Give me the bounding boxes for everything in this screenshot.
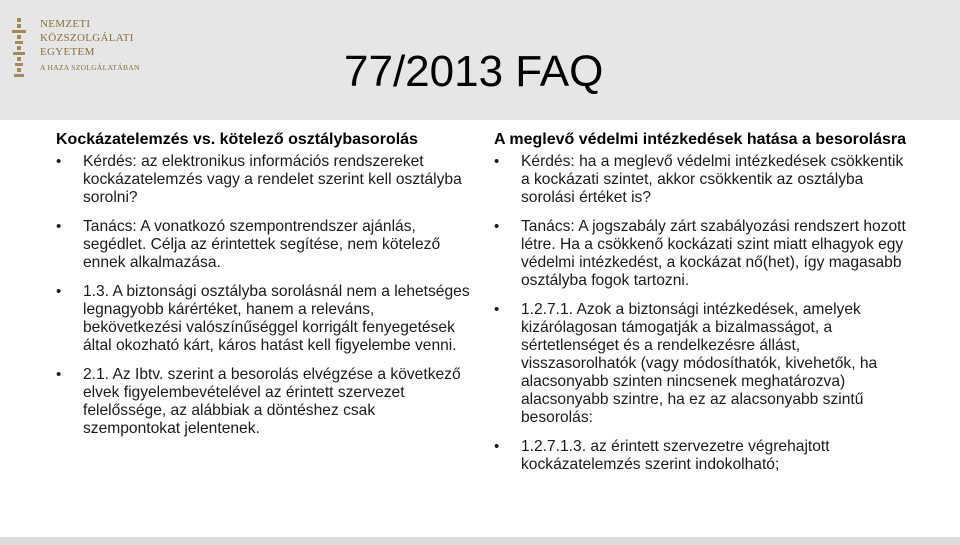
university-logo <box>8 12 158 82</box>
left-column <box>56 130 476 449</box>
logo-line-4: A HAZA SZOLGÁLATÁBAN <box>40 63 140 72</box>
list-item: • 1.2.7.1. Azok a biztonsági intézkedések, amelyek kizárólagosan támogatják a bizalmasságot, a sértetlenséget és a rendelkezésre állást, visszasorolhatók (vagy módosíthatók, kivehetők, ha alacsonyabb szinten nincsenek meghatározva) alacsonyabb szintre, ha ez az alacsonyabb szintű besorolás: <box>494 301 914 427</box>
list-item: • 1.2.7.1.3. az érintett szervezetre végrehajtott kockázatelemzés szerint indokolható; <box>494 438 914 474</box>
list-item: • Kérdés: ha a meglevő védelmi intézkedések csökkentik a kockázati szintet, akkor csökkentik az osztályba sorolási értéket is? <box>494 153 914 207</box>
list-item: • 1.3. A biztonsági osztályba sorolásnál nem a lehetséges legnagyobb kárértéket, hanem a releváns, bekövetkezési valószínűséggel korrigált fenyegetések által okozható kárt, káros hatást kell figyelembe venni. <box>56 283 476 355</box>
logo-emblem-icon <box>12 18 26 80</box>
list-item: • Kérdés: az elektronikus információs rendszereket kockázatelemzés vagy a rendelet szerint kell osztályba sorolni? <box>56 153 476 207</box>
logo-line-3: EGYETEM <box>40 46 95 58</box>
logo-line-1: NEMZETI <box>40 18 91 30</box>
list-item: • Tanács: A vonatkozó szempontrendszer ajánlás, segédlet. Célja az érintettek segítése, nem kötelező ennek alkalmazása. <box>56 218 476 272</box>
right-column <box>494 130 914 485</box>
right-column-list <box>494 153 914 474</box>
logo-line-2: KÖZSZOLGÁLATI <box>40 32 134 44</box>
left-column-heading: Kockázatelemzés vs. kötelező osztálybasorolás <box>56 131 418 148</box>
footer-band <box>0 537 960 545</box>
left-column-list <box>56 153 476 438</box>
right-column-heading: A meglevő védelmi intézkedések hatása a besorolásra <box>494 131 907 148</box>
slide-title: 77/2013 FAQ <box>344 47 604 96</box>
logo-text <box>40 17 140 75</box>
list-item: • 2.1. Az Ibtv. szerint a besorolás elvégzése a következő elvek figyelembevételével az érintett szervezet felelőssége, az alábbiak a döntéshez csak szempontokat jelentenek. <box>56 366 476 438</box>
list-item: • Tanács: A jogszabály zárt szabályozási rendszert hozott létre. Ha a csökkenő kockázati szint miatt elhagyok egy védelmi intézkedést, a kockázat nő(het), így magasabb osztályba fogok tartozni. <box>494 218 914 290</box>
